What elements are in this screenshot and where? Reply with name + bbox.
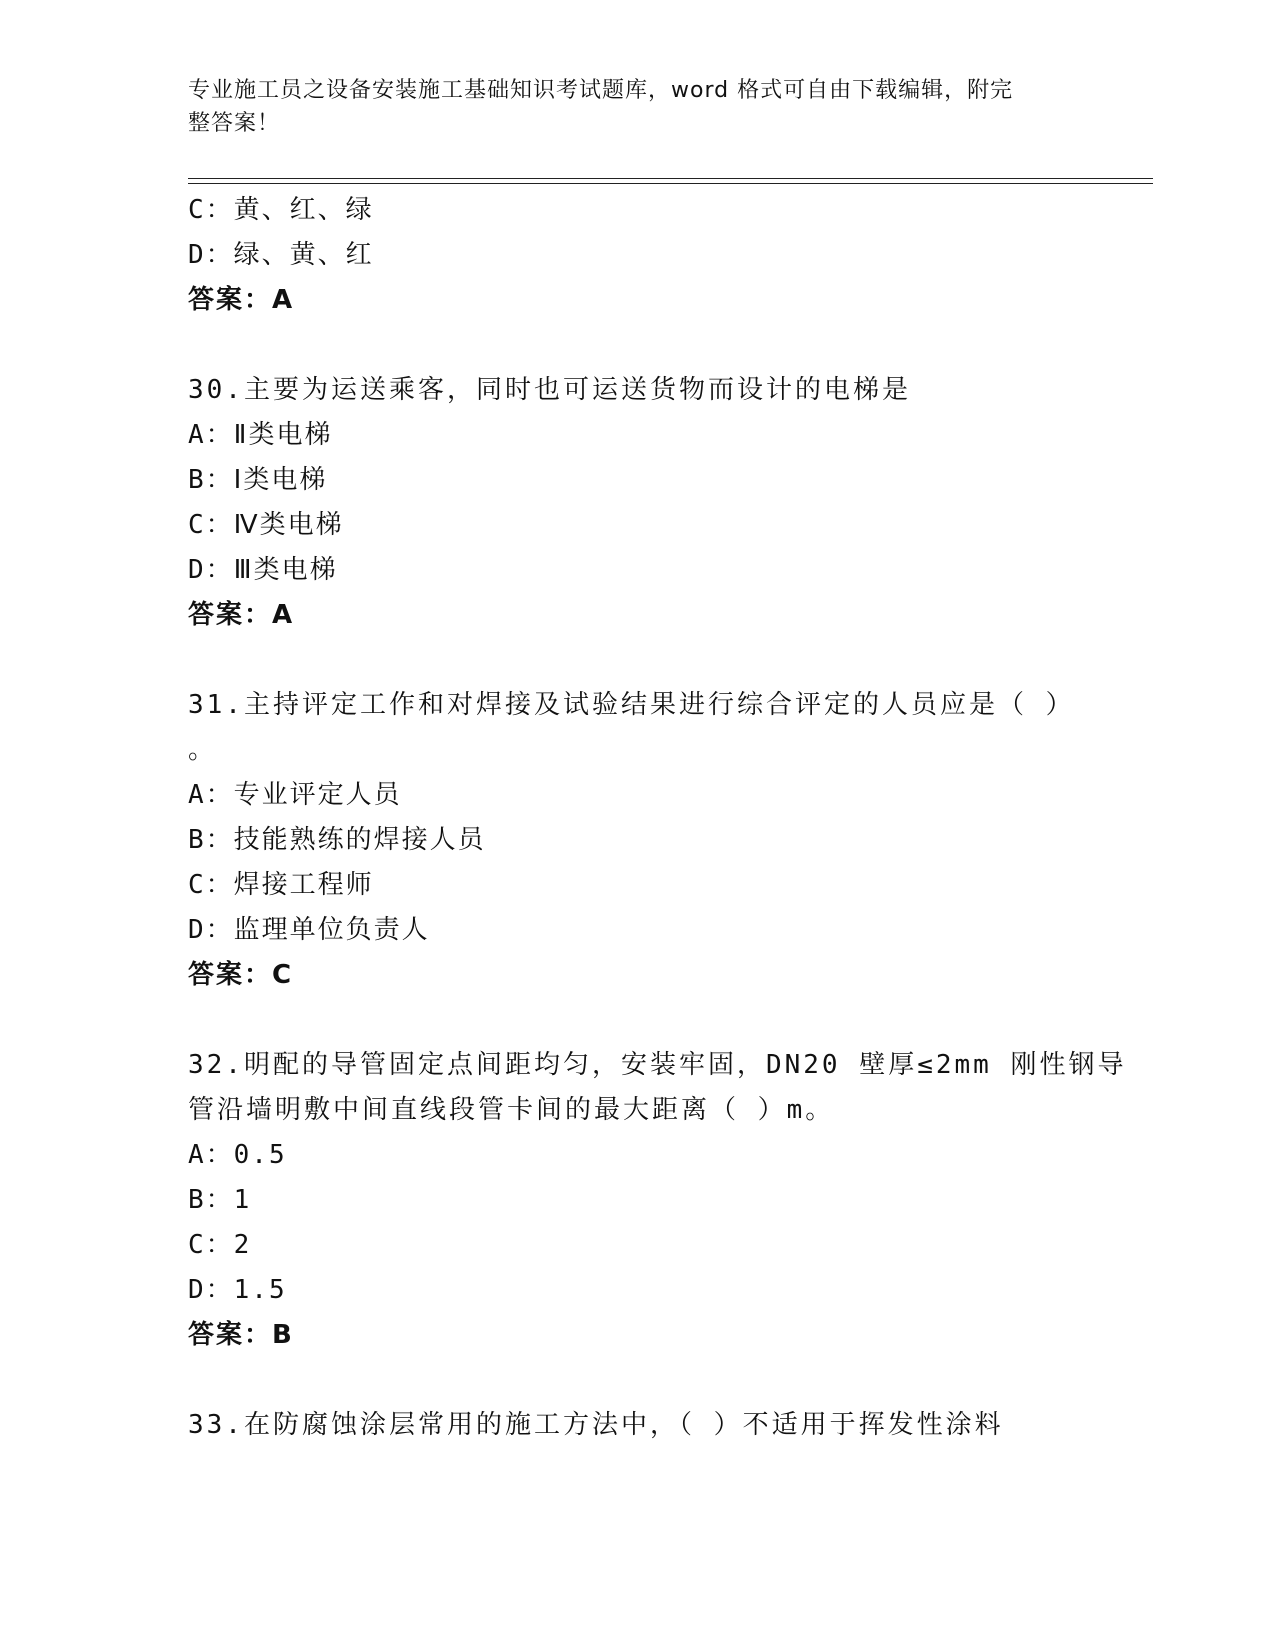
previous-question-tail: [188, 188, 1088, 323]
option-d: D：1.5: [188, 1275, 287, 1305]
spacer: [188, 1358, 1088, 1403]
question-text-continued: 。: [188, 735, 218, 765]
question-31: [188, 683, 1088, 998]
question-32: [188, 1043, 1127, 1358]
spacer: [188, 998, 1088, 1043]
question-33: [188, 1403, 1088, 1448]
question-text: 33.在防腐蚀涂层常用的施工方法中，（ ）不适用于挥发性涂料: [188, 1410, 1004, 1440]
question-30: [188, 368, 1088, 638]
header-line-2: 整答案！: [188, 111, 281, 136]
option-c: C：焊接工程师: [188, 870, 374, 900]
option-a: A：Ⅱ类电梯: [188, 420, 333, 450]
option-b: B：1: [188, 1185, 252, 1215]
question-text-continued: 管沿墙明敷中间直线段管卡间的最大距离（ ）m。: [188, 1095, 835, 1125]
option-a: A：专业评定人员: [188, 780, 402, 810]
option-c: C：Ⅳ类电梯: [188, 510, 344, 540]
document-header: [188, 74, 1068, 140]
option-c: C：2: [188, 1230, 252, 1260]
answer-line: 答案：A: [188, 600, 295, 630]
option-a: A：0.5: [188, 1140, 287, 1170]
option-b: B：技能熟练的焊接人员: [188, 825, 486, 855]
answer-line: 答案：C: [188, 960, 294, 990]
spacer: [188, 323, 1088, 368]
header-divider-bottom: [188, 183, 1153, 184]
answer-line: 答案：A: [188, 285, 295, 315]
header-line-1: 专业施工员之设备安装施工基础知识考试题库，word 格式可自由下载编辑，附完: [188, 78, 1014, 103]
question-text: 30.主要为运送乘客，同时也可运送货物而设计的电梯是: [188, 375, 911, 405]
answer-line: 答案：B: [188, 1320, 294, 1350]
option-c: C：黄、红、绿: [188, 195, 374, 225]
question-text: 32.明配的导管固定点间距均匀，安装牢固，DN20 壁厚≤2mm 刚性钢导: [188, 1050, 1127, 1080]
option-d: D：Ⅲ类电梯: [188, 555, 338, 585]
option-d: D：监理单位负责人: [188, 915, 430, 945]
spacer: [188, 638, 1088, 683]
option-b: B：Ⅰ类电梯: [188, 465, 328, 495]
option-d: D：绿、黄、红: [188, 240, 374, 270]
header-divider-top: [188, 178, 1153, 179]
question-text: 31.主持评定工作和对焊接及试验结果进行综合评定的人员应是（ ）: [188, 690, 1075, 720]
question-content: [188, 188, 1127, 1448]
